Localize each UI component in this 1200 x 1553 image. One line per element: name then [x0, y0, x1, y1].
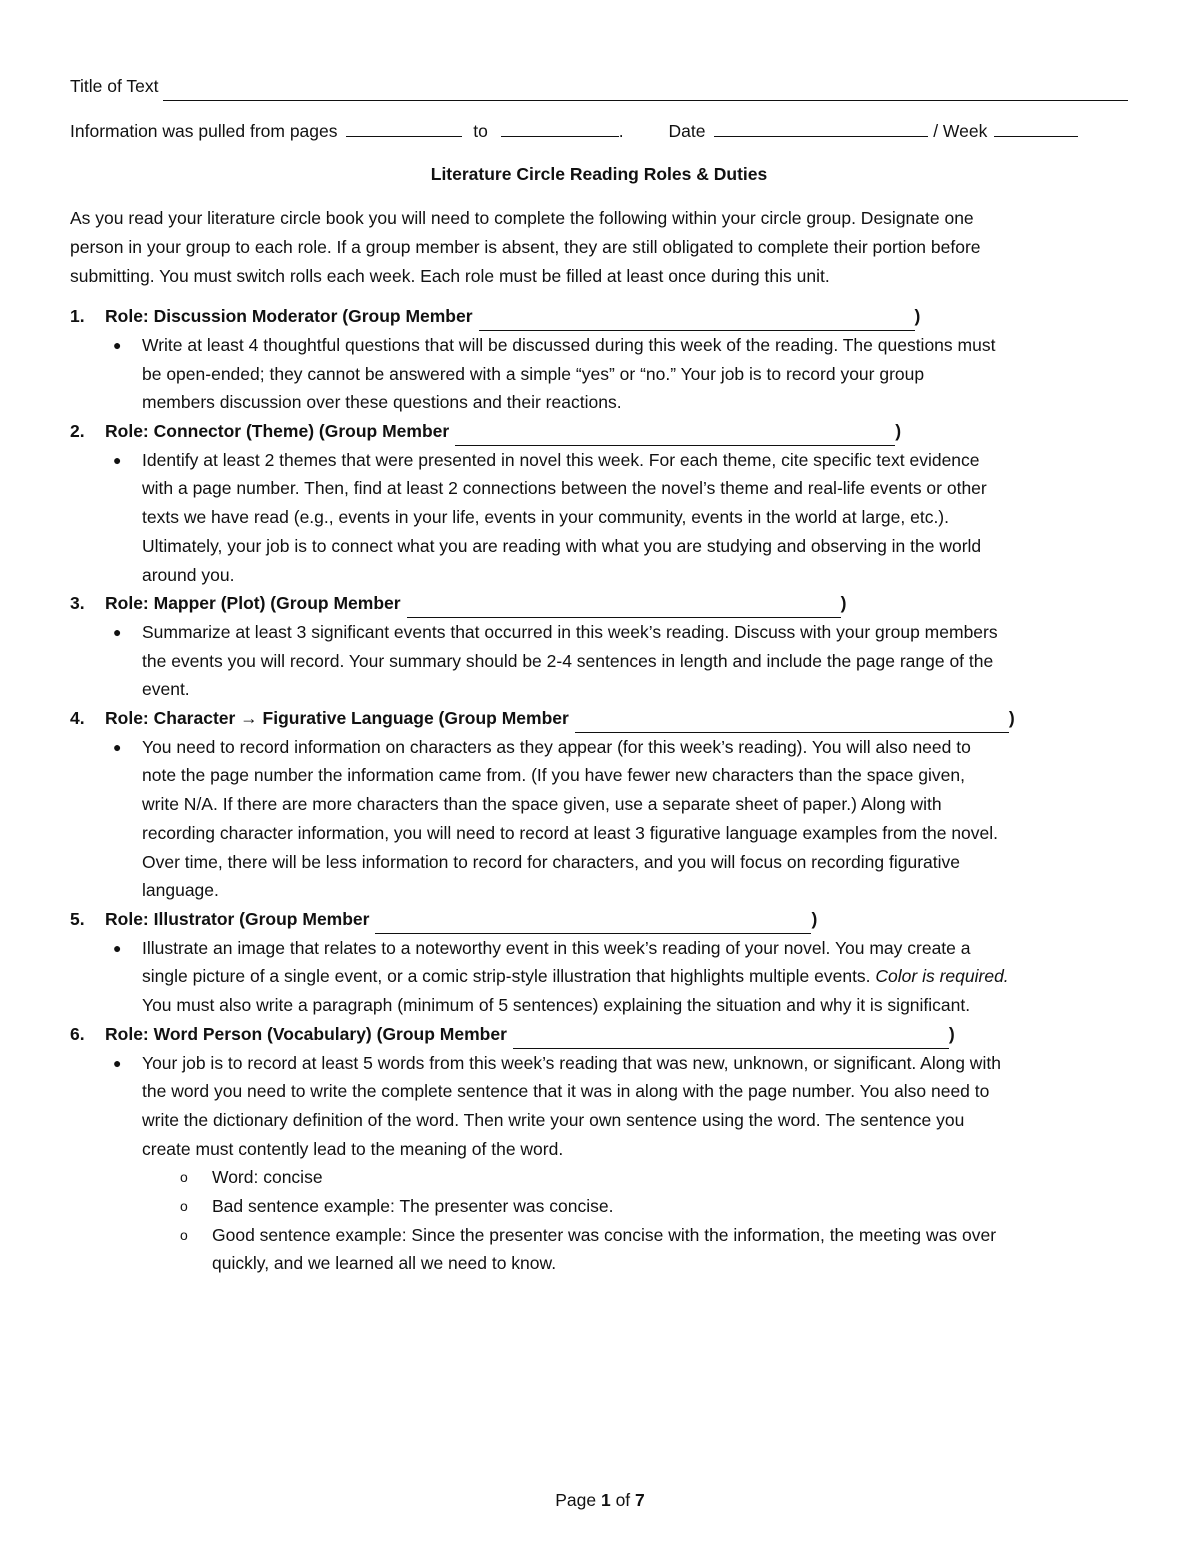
description-line: language. — [142, 880, 219, 901]
role-title: Role: Discussion Moderator (Group Member — [105, 306, 473, 327]
description-line: You must also write a paragraph (minimum of 5 sentences) explaining the situation and why it is significant. — [142, 995, 971, 1016]
role-description — [70, 446, 1128, 590]
role-description — [70, 331, 1128, 417]
sub-list-item — [70, 1163, 1128, 1192]
bullet-icon: ● — [113, 1054, 122, 1071]
role-discussion-moderator — [70, 302, 1128, 417]
pages-label: Information was pulled from pages — [70, 120, 338, 141]
role-heading — [70, 905, 1128, 934]
role-character-figurative-language — [70, 704, 1128, 905]
period: . — [618, 120, 624, 141]
role-heading — [70, 589, 1128, 618]
role-number: 6. — [70, 1023, 85, 1044]
description-line: note the page number the information came from. (If you have fewer new characters than the space given, — [142, 765, 965, 786]
description-line: the word you need to write the complete sentence that it was in along with the page number. You also need to — [142, 1081, 990, 1102]
description-line: write N/A. If there are more characters than the space given, use a separate sheet of paper.) Along with — [142, 794, 942, 815]
week-label: / Week — [933, 120, 988, 141]
role-number: 2. — [70, 421, 85, 442]
group-member-blank[interactable] — [513, 1028, 949, 1049]
intro-line: submitting. You must switch rolls each week. Each role must be filled at least once during this unit. — [70, 265, 830, 286]
title-of-text-row — [70, 72, 1128, 101]
sub-list-item — [70, 1221, 1128, 1278]
description-line: You need to record information on characters as they appear (for this week’s reading). You will also need to — [142, 736, 971, 757]
description-line: Write at least 4 thoughtful questions that will be discussed during this week of the reading. The questions must — [142, 334, 996, 355]
role-heading — [70, 1020, 1128, 1049]
description-line: create must contently lead to the meaning of the word. — [142, 1138, 564, 1159]
good-example: Good sentence example: Since the presenter was concise with the information, the meeting was over — [212, 1224, 997, 1245]
description-line — [142, 962, 1128, 991]
week-blank[interactable] — [994, 116, 1078, 137]
role-description — [70, 733, 1128, 905]
role-mapper — [70, 589, 1128, 704]
total-pages: 7 — [635, 1490, 645, 1510]
intro-paragraph — [70, 204, 1128, 290]
document-title: Literature Circle Reading Roles & Duties — [430, 164, 768, 185]
role-title: Role: Character → Figurative Language (Group Member — [105, 708, 569, 729]
role-heading — [70, 302, 1128, 331]
role-description — [70, 934, 1128, 1020]
description-line: write the dictionary definition of the word. Then write your own sentence using the word. The sentence you — [142, 1109, 965, 1130]
description-line: Identify at least 2 themes that were presented in novel this week. For each theme, cite specific text evidence — [142, 449, 980, 470]
role-title: Role: Connector (Theme) (Group Member — [105, 421, 450, 442]
role-number: 4. — [70, 708, 85, 729]
description-line: Ultimately, your job is to connect what you are reading with what you are studying and observing in the world — [142, 535, 982, 556]
role-description — [70, 1049, 1128, 1164]
example-word: Word: concise — [212, 1167, 323, 1188]
role-close-paren: ) — [840, 593, 847, 614]
bullet-icon: ● — [113, 738, 122, 755]
bullet-icon: ● — [113, 623, 122, 640]
group-member-blank[interactable] — [407, 597, 841, 618]
circle-bullet-icon: o — [180, 1169, 188, 1186]
description-text: single picture of a single event, or a comic strip-style illustration that highlights multiple events. — [142, 966, 871, 987]
date-label: Date — [668, 120, 706, 141]
date-blank[interactable] — [714, 116, 928, 137]
role-close-paren: ) — [914, 306, 921, 327]
description-line: with a page number. Then, find at least 2 connections between the novel’s theme and real-life events or other — [142, 478, 987, 499]
page-footer — [0, 1486, 1200, 1515]
description-line: the events you will record. Your summary should be 2-4 sentences in length and include the page range of the — [142, 650, 994, 671]
description-line: members discussion over these questions and their reactions. — [142, 392, 622, 413]
group-member-blank[interactable] — [375, 913, 811, 934]
bullet-icon: ● — [113, 451, 122, 468]
current-page-number: 1 — [600, 1490, 611, 1510]
circle-bullet-icon: o — [180, 1198, 188, 1215]
role-close-paren: ) — [895, 421, 902, 442]
bullet-icon: ● — [113, 939, 122, 956]
pages-to-blank[interactable] — [501, 116, 619, 137]
description-line: Over time, there will be less information to record for characters, and you will focus on recording figurative — [142, 851, 960, 872]
description-line: Your job is to record at least 5 words from this week’s reading that was new, unknown, or significant. Along with — [142, 1052, 1001, 1073]
bullet-icon: ● — [113, 336, 122, 353]
role-illustrator — [70, 905, 1128, 1020]
circle-bullet-icon: o — [180, 1226, 188, 1243]
description-line: recording character information, you will need to record at least 3 figurative language examples from the novel. — [142, 822, 999, 843]
good-example-continued: quickly, and we learned all we need to know. — [212, 1253, 557, 1274]
role-title: Role: Mapper (Plot) (Group Member — [105, 593, 401, 614]
intro-line: As you read your literature circle book you will need to complete the following within your circle group. Designate one — [70, 208, 974, 229]
to-label: to — [473, 120, 488, 141]
role-title: Role: Illustrator (Group Member — [105, 908, 370, 929]
role-close-paren: ) — [1008, 708, 1015, 729]
description-line: be open-ended; they cannot be answered with a simple “yes” or “no.” Your job is to record your group — [142, 363, 925, 384]
role-heading — [70, 417, 1128, 446]
role-connector — [70, 417, 1128, 589]
group-member-blank[interactable] — [455, 425, 895, 446]
role-description — [70, 618, 1128, 704]
of-label: of — [615, 1490, 631, 1510]
document-page — [70, 72, 1128, 1278]
role-number: 1. — [70, 306, 85, 327]
intro-line: person in your group to each role. If a group member is absent, they are still obligated to complete their portion before — [70, 236, 981, 257]
group-member-blank[interactable] — [575, 712, 1009, 733]
role-number: 3. — [70, 593, 85, 614]
description-line: around you. — [142, 564, 235, 585]
role-close-paren: ) — [948, 1023, 955, 1044]
description-line: event. — [142, 679, 190, 700]
role-word-person — [70, 1020, 1128, 1278]
role-heading — [70, 704, 1128, 733]
role-title: Role: Word Person (Vocabulary) (Group Member — [105, 1023, 507, 1044]
title-blank[interactable] — [163, 80, 1128, 101]
group-member-blank[interactable] — [479, 310, 915, 331]
description-line: Illustrate an image that relates to a noteworthy event in this week’s reading of your novel. You may create a — [142, 937, 971, 958]
role-close-paren: ) — [811, 908, 818, 929]
pages-from-blank[interactable] — [346, 116, 462, 137]
title-label: Title of Text — [70, 76, 159, 96]
role-number: 5. — [70, 908, 85, 929]
color-required-note: Color is required. — [870, 966, 1009, 987]
description-line: texts we have read (e.g., events in your life, events in your community, events in the world at large, etc.). — [142, 507, 949, 528]
bad-example: Bad sentence example: The presenter was concise. — [212, 1196, 614, 1217]
pages-date-row — [70, 116, 1128, 146]
description-line: Summarize at least 3 significant events that occurred in this week’s reading. Discuss with your group members — [142, 621, 998, 642]
sub-list-item — [70, 1192, 1128, 1221]
page-label: Page — [555, 1490, 597, 1510]
